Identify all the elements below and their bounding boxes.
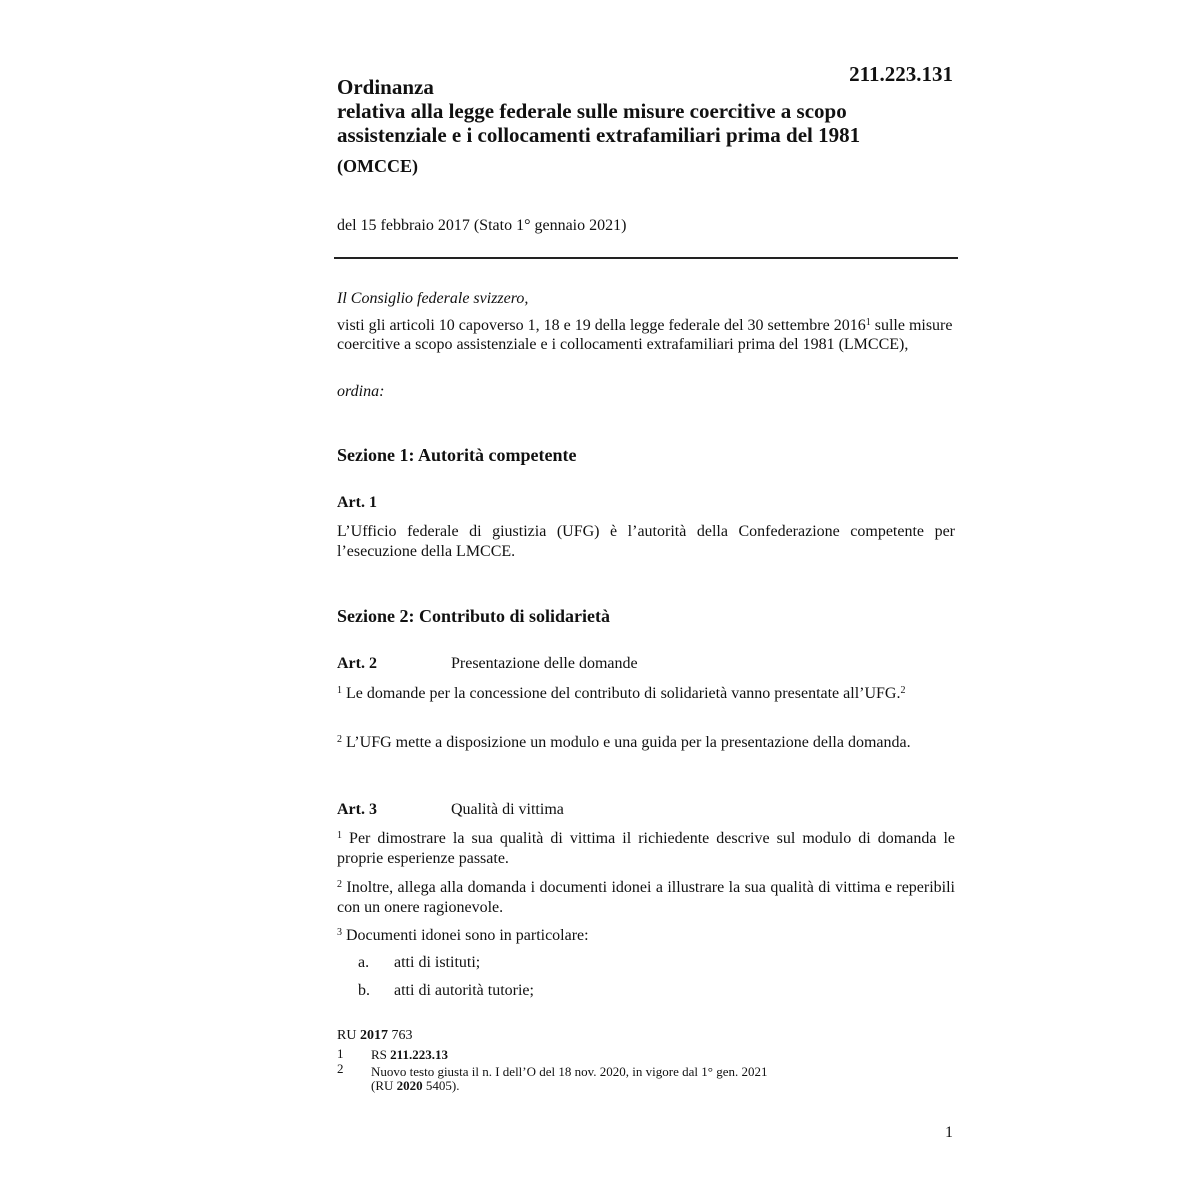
paragraph-text: Documenti idonei sono in particolare: <box>346 927 589 944</box>
list-item-b-text: atti di autorità tutorie; <box>394 982 534 999</box>
footnote-2-text <box>371 1065 767 1093</box>
header-divider <box>334 257 958 259</box>
footnote-1-ref: 211.223.13 <box>390 1047 448 1062</box>
article-1-number: Art. 1 <box>337 494 377 511</box>
article-2-number: Art. 2 <box>337 655 377 672</box>
article-3-paragraph-3 <box>337 926 955 946</box>
document-abbreviation: (OMCCE) <box>337 156 418 176</box>
paragraph-mark: 2 <box>337 734 342 745</box>
footnote-2-number: 2 <box>337 1061 344 1076</box>
footnote-ref-1[interactable]: 1 <box>865 317 871 328</box>
footnote-2-ru-prefix: (RU <box>371 1078 394 1093</box>
preamble-text-part1: visti gli articoli 10 capoverso 1, 18 e 19 della legge federale del 30 settembre 2016 <box>337 317 866 334</box>
article-2-paragraph-2 <box>337 733 955 753</box>
ru-reference <box>337 1029 412 1043</box>
article-2-title: Presentazione delle domande <box>451 655 638 672</box>
document-date: del 15 febbraio 2017 (Stato 1° gennaio 2021) <box>337 217 627 234</box>
footnote-1-prefix: RS <box>371 1047 387 1062</box>
preamble-text-part2: sulle misure coercitive a scopo assistenziale e i collocamenti extrafamiliari prima del 1981 (LMCCE), <box>337 317 953 353</box>
page-number: 1 <box>945 1124 953 1141</box>
section-1-heading: Sezione 1: Autorità competente <box>337 445 577 465</box>
footnote-1-text <box>371 1048 448 1062</box>
paragraph-text: Per dimostrare la sua qualità di vittima il richiedente descrive sul modulo di domanda le proprie esperienze passate. <box>337 830 956 867</box>
article-1-paragraph: L’Ufficio federale di giustizia (UFG) è l’autorità della Confederazione competente per l’esecuzione della LMCCE. <box>337 523 955 560</box>
paragraph-mark: 1 <box>337 830 342 841</box>
preamble-text <box>337 316 957 354</box>
list-item-a-letter: a. <box>358 954 370 971</box>
document-title <box>337 75 957 147</box>
article-2-paragraph-1 <box>337 684 955 704</box>
paragraph-mark: 2 <box>337 879 342 890</box>
list-item-a-text: atti di istituti; <box>394 954 481 971</box>
paragraph-mark: 1 <box>337 685 342 696</box>
paragraph-text: Inoltre, allega alla domanda i documenti idonei a illustrare la sua qualità di vittima e reperibili con un onere ragionevole. <box>337 879 956 916</box>
footnote-2-ru-year: 2020 <box>396 1078 423 1093</box>
footnote-ref-2[interactable]: 2 <box>900 685 906 696</box>
document-number: 211.223.131 <box>849 62 953 86</box>
article-3-paragraph-2 <box>337 878 955 918</box>
paragraph-text: Le domande per la concessione del contributo di solidarietà vanno presentate all’UFG. <box>346 685 901 702</box>
article-3-paragraph-1 <box>337 829 955 869</box>
preamble-author: Il Consiglio federale svizzero, <box>337 290 529 307</box>
title-line-ordinanza: Ordinanza <box>337 75 434 99</box>
ru-prefix: RU <box>337 1028 357 1043</box>
footnote-2-line1: Nuovo testo giusta il n. I dell’O del 18 nov. 2020, in vigore dal 1° gen. 2021 <box>371 1064 768 1079</box>
article-3-title: Qualità di vittima <box>451 801 564 818</box>
ru-page: 763 <box>391 1028 413 1043</box>
paragraph-text: L’UFG mette a disposizione un modulo e una guida per la presentazione della domanda. <box>346 734 911 751</box>
list-item-b-letter: b. <box>358 982 370 999</box>
preamble-ordina: ordina: <box>337 383 385 400</box>
footnote-2-ru-page: 5405). <box>425 1078 460 1093</box>
title-subject: relativa alla legge federale sulle misure coercitive a scopo assistenziale e i collocamenti extrafamiliari prima del 1981 <box>337 99 861 147</box>
section-2-heading: Sezione 2: Contributo di solidarietà <box>337 606 610 626</box>
article-3-number: Art. 3 <box>337 801 377 818</box>
footnote-1-number: 1 <box>337 1046 344 1061</box>
paragraph-mark: 3 <box>337 927 342 938</box>
ru-year: 2017 <box>359 1028 388 1043</box>
